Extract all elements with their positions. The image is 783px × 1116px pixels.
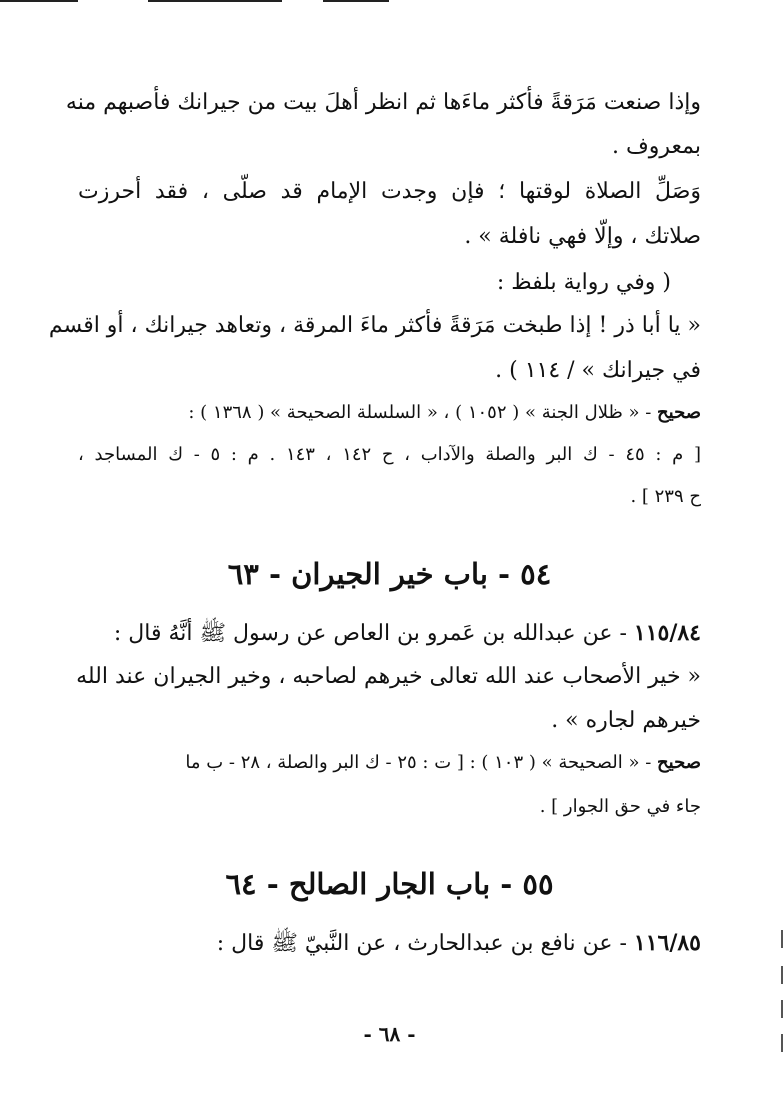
text-line: وإذا صنعت مَرَقةً فأكثر ماءَها ثم انظر أهلَ بيت من جيرانك فأصبهم منه bbox=[65, 90, 701, 115]
scan-edge-line-mid bbox=[148, 0, 282, 2]
hadith-line bbox=[78, 928, 701, 959]
text-line: « خير الأصحاب عند الله تعالى خيرهم لصاحبه ، وخير الجيران عند الله bbox=[76, 664, 701, 689]
takhrij-note: ح ٢٣٩ ] . bbox=[630, 486, 701, 507]
text-line: وَصَلِّ الصلاة لوقتها ؛ فإن وجدت الإمام قد صلّى ، فقد أحرزت bbox=[78, 179, 701, 204]
text-line: صلاتك ، وإلّا فهي نافلة » . bbox=[464, 224, 701, 249]
hadith-number: ١١٦/٨٥ bbox=[633, 930, 701, 956]
note-text: - « ظلال الجنة » ( ١٠٥٢ ) ، « السلسلة الصحيحة » ( ١٣٦٨ ) : bbox=[188, 402, 658, 423]
takhrij-note: جاء في حق الجوار ] . bbox=[539, 796, 701, 817]
text-line: « يا أبا ذر ! إذا طبخت مَرَقةً فأكثر ماءَ المرقة ، وتعاهد جيرانك ، أو اقسم bbox=[48, 313, 701, 338]
text-line: بمعروف . bbox=[611, 134, 701, 159]
grading-label: صحيح bbox=[657, 752, 701, 773]
scan-edge-line-right bbox=[323, 0, 389, 2]
grading-label: صحيح bbox=[657, 402, 701, 423]
takhrij-note: [ م : ٤٥ - ك البر والصلة والآداب ، ح ١٤٢ ، ١٤٣ . م : ٥ - ك المساجد ، bbox=[78, 444, 701, 465]
section-heading: ٥٥ - باب الجار الصالح - ٦٤ bbox=[225, 867, 554, 901]
text-line: في جيرانك » / ١١٤ ) . bbox=[495, 358, 701, 383]
text-line: خيرهم لجاره » . bbox=[551, 708, 701, 733]
hadith-line bbox=[78, 618, 701, 649]
section-heading: ٥٤ - باب خير الجيران - ٦٣ bbox=[227, 557, 552, 591]
hadith-number: ١١٥/٨٤ bbox=[633, 620, 701, 646]
page-number: - ٦٨ - bbox=[363, 1022, 416, 1046]
note-text: - « الصحيحة » ( ١٠٣ ) : [ ت : ٢٥ - ك البر والصلة ، ٢٨ - ب ما bbox=[185, 752, 658, 773]
text-line: ( وفي رواية بلفظ : bbox=[496, 270, 671, 295]
hadith-text: - عن عبدالله بن عَمرو بن العاص عن رسول ﷺ أنَّهُ قال : bbox=[113, 621, 634, 646]
document-page bbox=[48, 78, 701, 1116]
takhrij-note bbox=[78, 748, 701, 778]
takhrij-note bbox=[78, 398, 701, 428]
scan-edge-line-left bbox=[0, 0, 78, 2]
hadith-text: - عن نافع بن عبدالحارث ، عن النَّبيّ ﷺ قال : bbox=[216, 931, 634, 956]
